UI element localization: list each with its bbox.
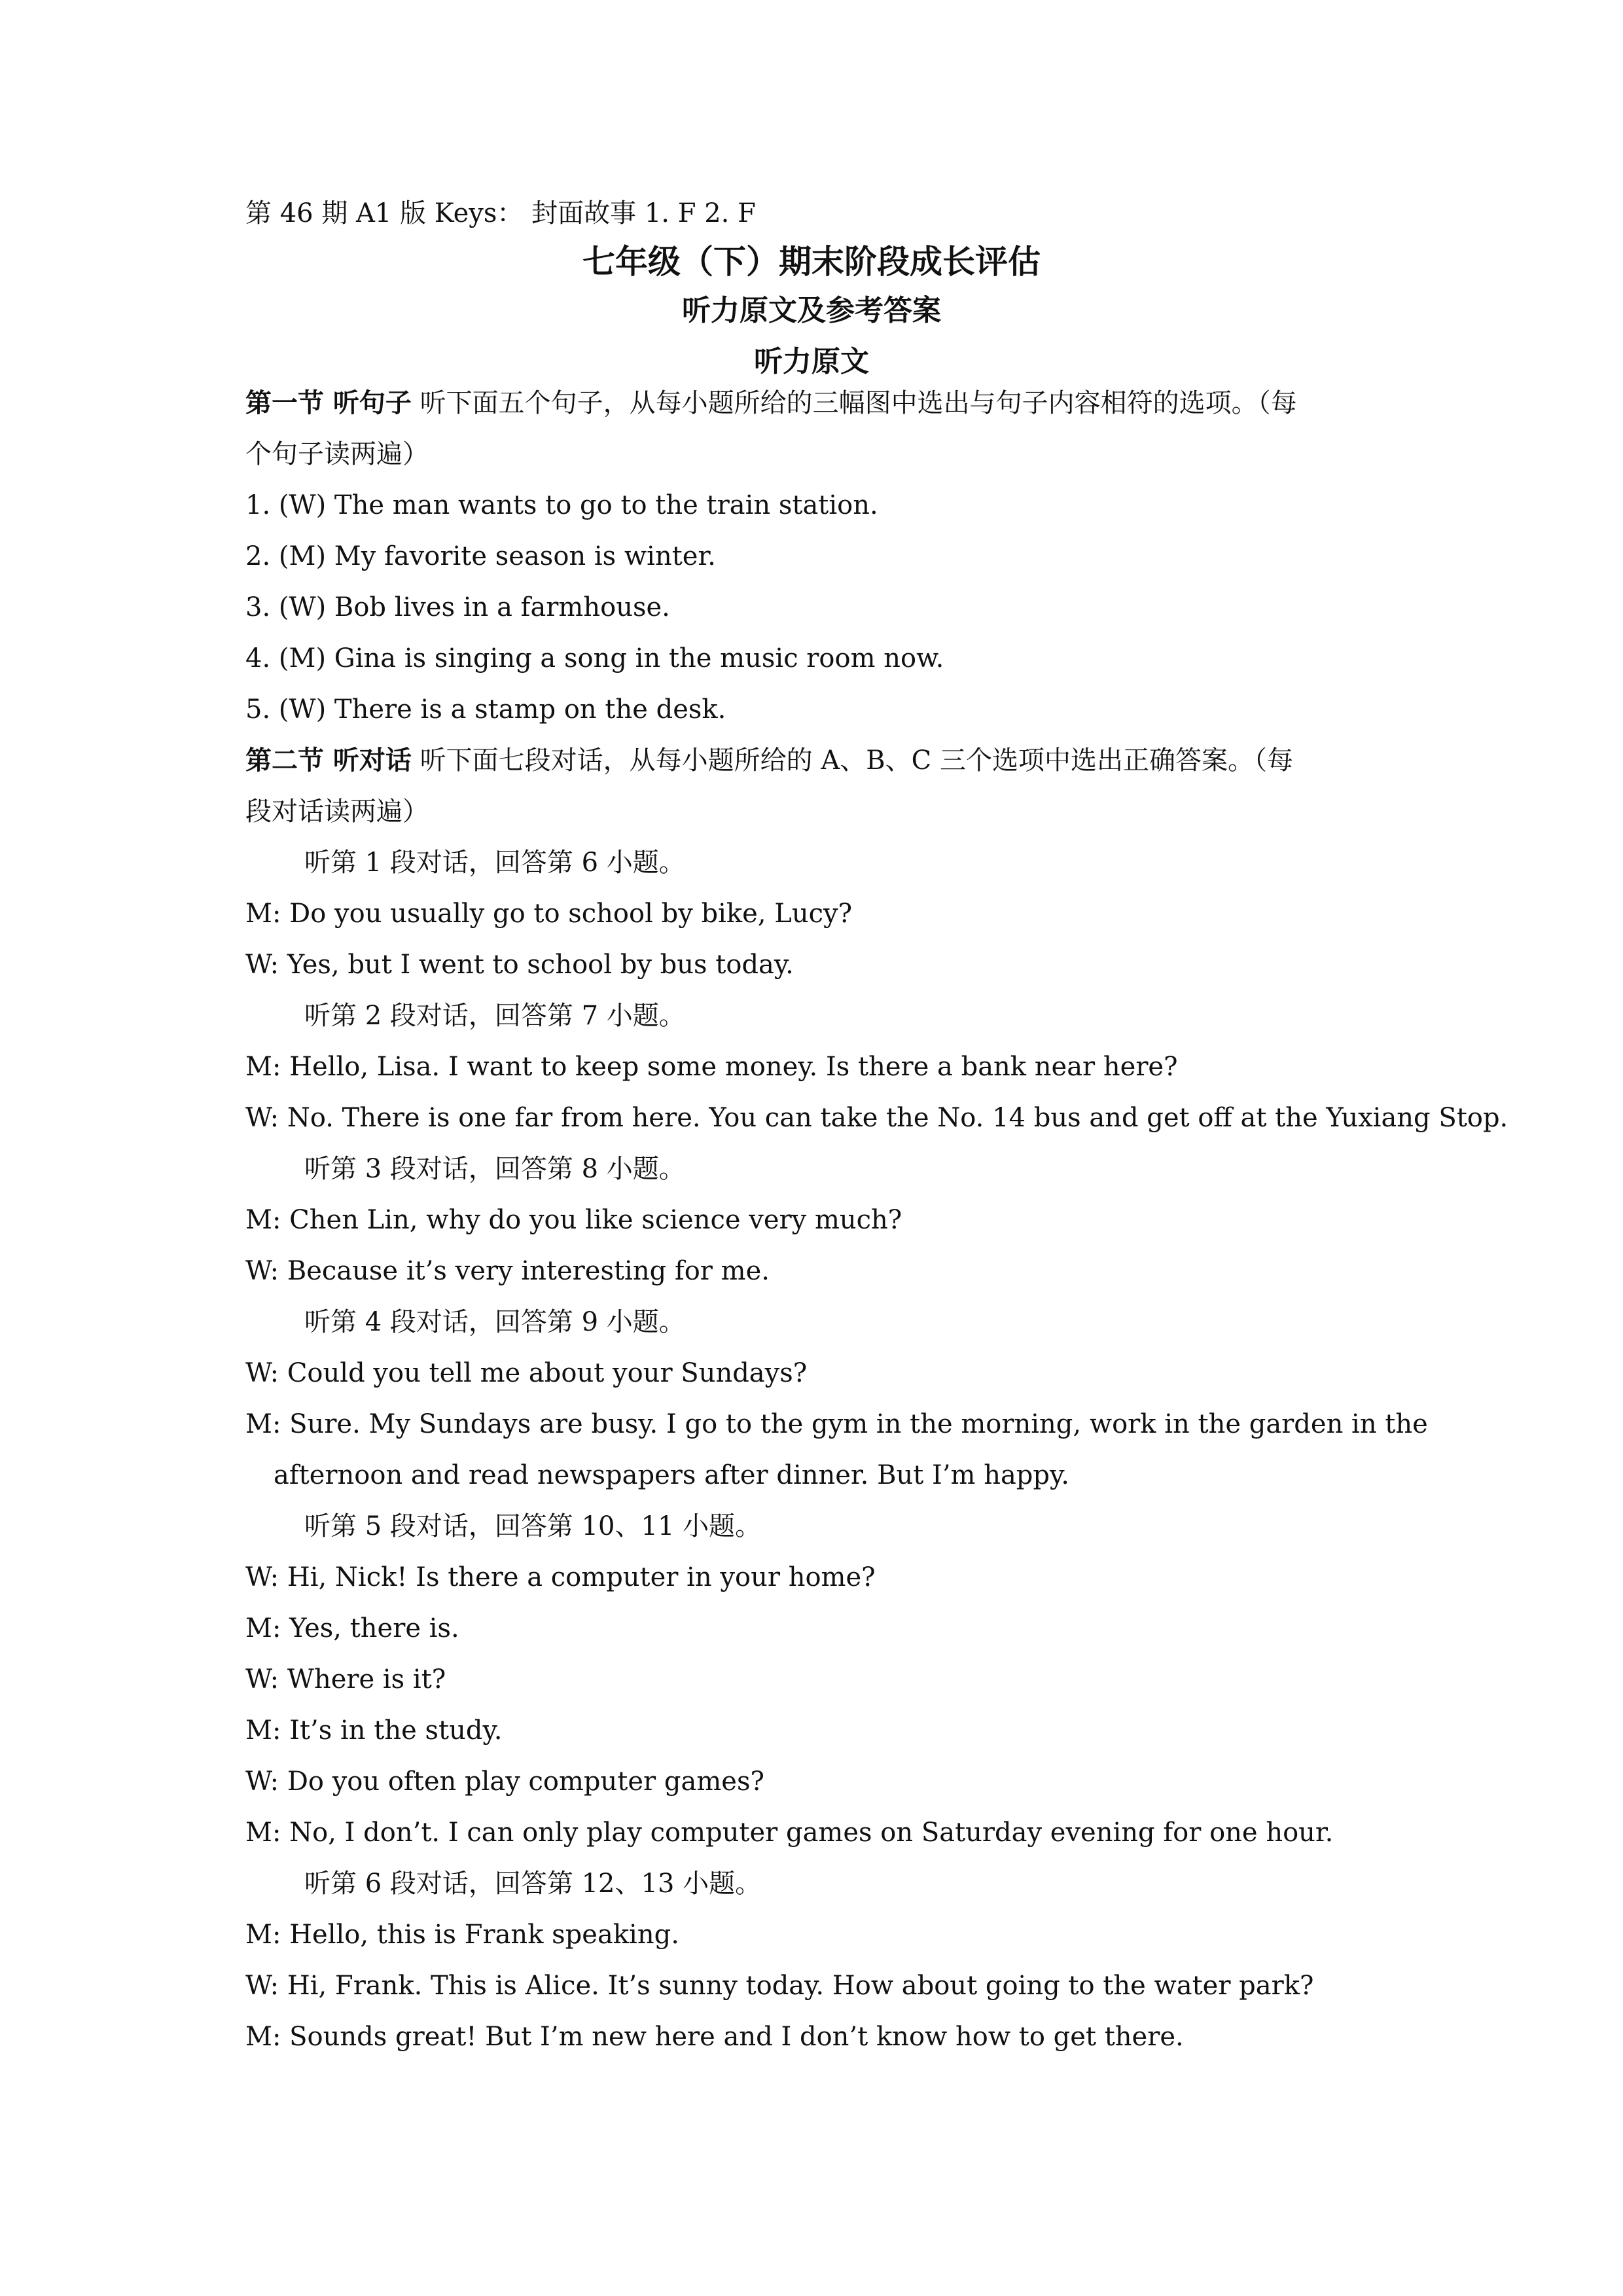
dialogue-line: M: Sounds great! But I’m new here and I don’t know how to get there. — [245, 2022, 1184, 2052]
section2-instruction-cont: 段对话读两遍） — [245, 797, 429, 827]
section1-instruction-cont: 个句子读两遍） — [245, 439, 429, 469]
dialogue-line: W: Could you tell me about your Sundays? — [245, 1358, 808, 1388]
section1-instruction-text: 听下面五个句子，从每小题所给的三幅图中选出与句子内容相符的选项。（每 — [419, 388, 1297, 418]
answer-keys-line: 第 46 期 A1 版 Keys： 封面故事 1. F 2. F — [245, 198, 756, 228]
section2-instruction — [245, 744, 1397, 778]
sentence-item: 5. (W) There is a stamp on the desk. — [245, 694, 726, 725]
dialogue-line: M: No, I don’t. I can only play computer games on Saturday evening for one hour. — [245, 1818, 1334, 1848]
dialogue-line: M: Yes, there is. — [245, 1613, 459, 1643]
dialogue-prompt: 听第 1 段对话，回答第 6 小题。 — [304, 848, 685, 878]
dialogue-line: W: Because it’s very interesting for me. — [245, 1256, 770, 1286]
sentence-item: 3. (W) Bob lives in a farmhouse. — [245, 592, 670, 622]
dialogue-prompt: 听第 4 段对话，回答第 9 小题。 — [304, 1307, 685, 1337]
dialogue-prompt: 听第 3 段对话，回答第 8 小题。 — [304, 1154, 685, 1184]
dialogue-line: W: Hi, Frank. This is Alice. It’s sunny today. How about going to the water park? — [245, 1971, 1314, 2001]
sentence-item: 2. (M) My favorite season is winter. — [245, 541, 716, 571]
dialogue-line: M: Hello, Lisa. I want to keep some money. Is there a bank near here? — [245, 1052, 1178, 1082]
dialogue-line: W: No. There is one far from here. You can take the No. 14 bus and get off at the Yuxiang Stop. — [245, 1103, 1508, 1133]
dialogue-line: W: Yes, but I went to school by bus today. — [245, 950, 794, 980]
sentence-item: 4. (M) Gina is singing a song in the music room now. — [245, 643, 944, 673]
dialogue-line: W: Hi, Nick! Is there a computer in your home? — [245, 1562, 876, 1592]
dialogue-line: W: Where is it? — [245, 1664, 446, 1695]
dialogue-line: M: Hello, this is Frank speaking. — [245, 1920, 679, 1950]
page-title: 七年级（下）期末阶段成长评估 — [582, 242, 1041, 281]
dialogue-prompt: 听第 2 段对话，回答第 7 小题。 — [304, 1001, 685, 1031]
dialogue-prompt: 听第 6 段对话，回答第 12、13 小题。 — [304, 1869, 762, 1899]
subtitle-transcript: 听力原文 — [754, 345, 869, 378]
sentence-item: 1. (W) The man wants to go to the train station. — [245, 490, 878, 520]
section2-heading: 第二节 听对话 — [245, 745, 412, 776]
section1-heading: 第一节 听句子 — [245, 387, 412, 418]
section2-instruction-text: 听下面七段对话，从每小题所给的 A、B、C 三个选项中选出正确答案。（每 — [419, 745, 1293, 776]
dialogue-line-cont: afternoon and read newspapers after dinner. But I’m happy. — [274, 1460, 1070, 1490]
dialogue-line: M: Sure. My Sundays are busy. I go to the gym in the morning, work in the garden in the — [245, 1409, 1428, 1439]
section1-instruction — [245, 386, 1397, 420]
dialogue-prompt: 听第 5 段对话，回答第 10、11 小题。 — [304, 1511, 762, 1541]
dialogue-line: M: It’s in the study. — [245, 1715, 503, 1746]
dialogue-line: M: Chen Lin, why do you like science very much? — [245, 1205, 902, 1235]
dialogue-line: W: Do you often play computer games? — [245, 1767, 764, 1797]
dialogue-line: M: Do you usually go to school by bike, Lucy? — [245, 899, 853, 929]
subtitle-answers: 听力原文及参考答案 — [682, 294, 941, 327]
